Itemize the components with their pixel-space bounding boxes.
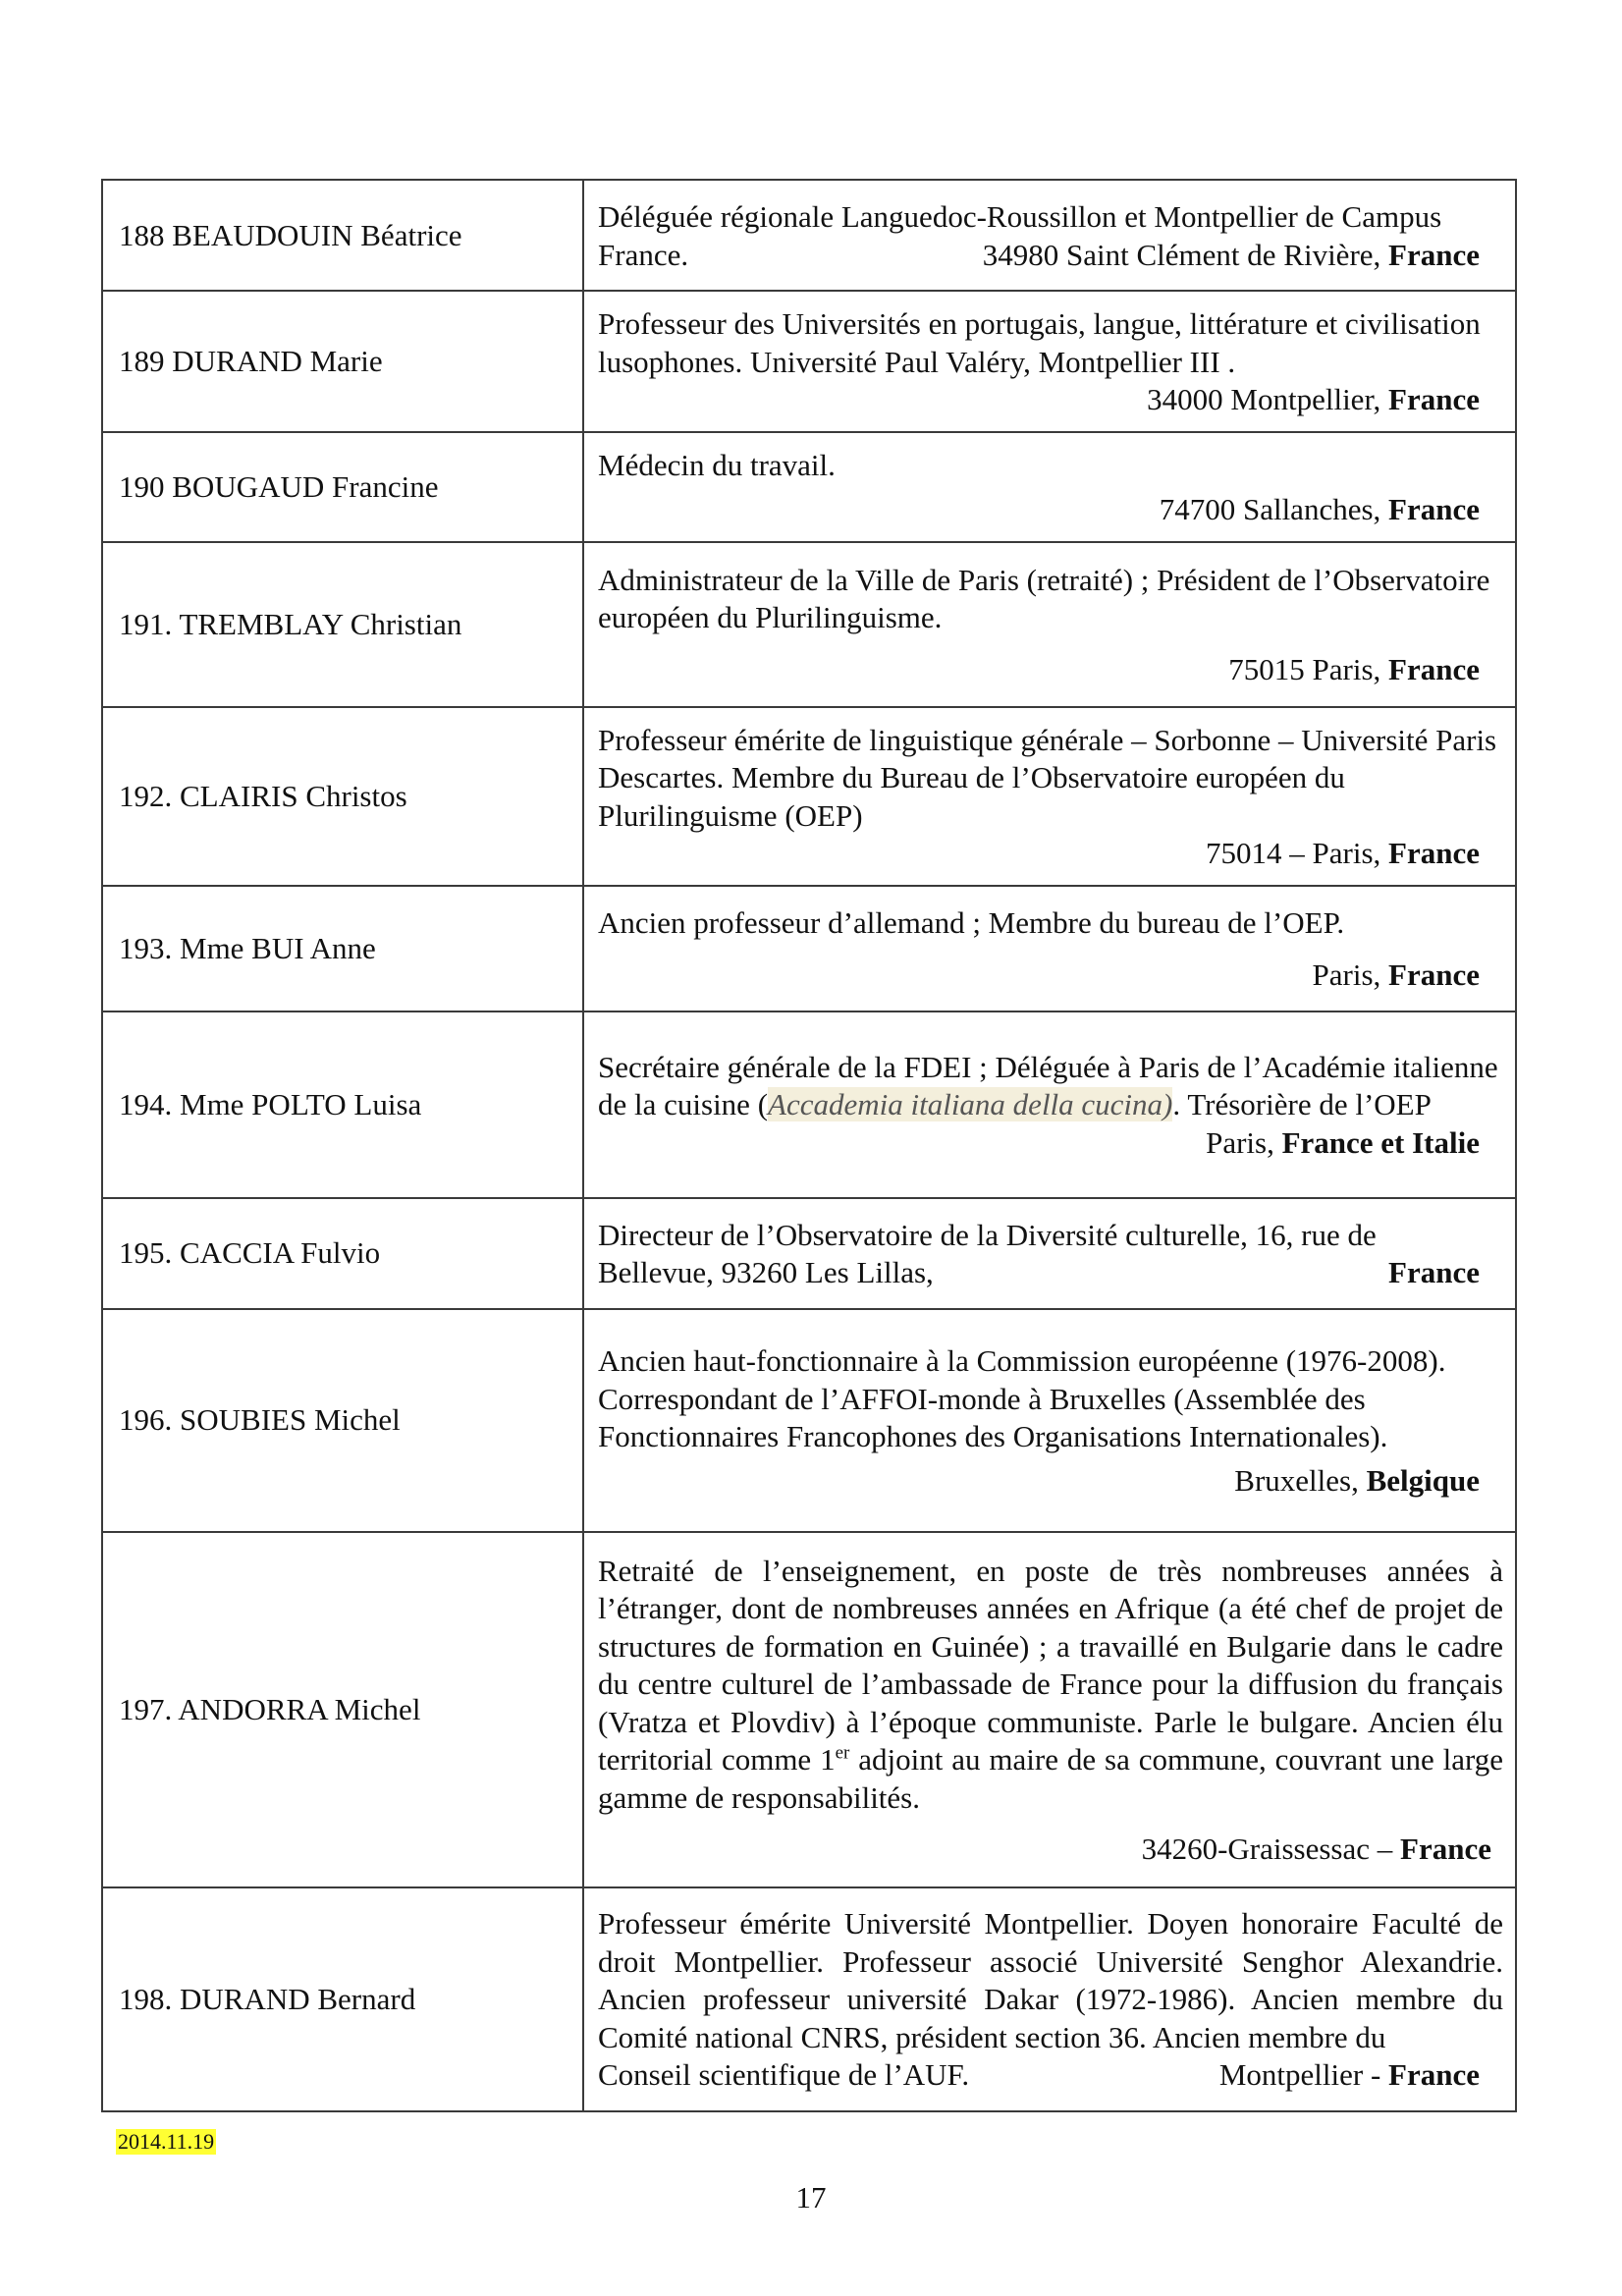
location-place: 34000 Montpellier,: [1147, 382, 1389, 416]
table-row: [102, 707, 1516, 886]
table-row: [102, 1198, 1516, 1309]
location-place: 34980 Saint Clément de Rivière,: [982, 237, 1389, 272]
member-name: 195. CACCIA Fulvio: [102, 1198, 583, 1309]
member-name: 197. ANDORRA Michel: [102, 1532, 583, 1887]
description-tail: Bellevue, 93260 Les Lillas,: [598, 1255, 934, 1289]
member-name: 192. CLAIRIS Christos: [102, 707, 583, 886]
location-country: France: [1388, 957, 1480, 992]
location: [598, 957, 1503, 995]
members-table: [101, 179, 1517, 2112]
description-text: Administrateur de la Ville de Paris (retraité) ; Président de l’Observatoire européen du Plurilinguisme.: [598, 562, 1490, 635]
location: [598, 1124, 1503, 1163]
description-text: Professeur émérite Université Montpellier. Doyen honoraire Faculté de droit Montpellier. Professeur associé Université Senghor Alexandrie. Ancien professeur université Dakar (1972-1986). Ancien membre du Comité national CNRS, président section 36. Ancien membre du: [598, 1906, 1503, 2054]
description-text: Ancien haut-fonctionnaire à la Commission européenne (1976-2008). Correspondant de l’AFFOI-monde à Bruxelles (Assemblée des Fonctionnaires Francophones des Organisations Internationales).: [598, 1343, 1446, 1453]
member-description: [583, 707, 1516, 886]
member-name: 193. Mme BUI Anne: [102, 886, 583, 1011]
table-row: [102, 291, 1516, 432]
description-text: Ancien professeur d’allemand ; Membre du bureau de l’OEP.: [598, 905, 1345, 940]
location-country: France: [1388, 237, 1480, 272]
member-description: [583, 1887, 1516, 2111]
member-description: [583, 1309, 1516, 1532]
description-text: Médecin du travail.: [598, 448, 836, 482]
member-description: [583, 886, 1516, 1011]
table-row: [102, 1011, 1516, 1198]
member-description: [583, 1011, 1516, 1198]
table-row: [102, 886, 1516, 1011]
highlighted-italic-text: Accademia italiana della cucina): [768, 1087, 1173, 1122]
description-text: Professeur émérite de linguistique générale – Sorbonne – Université Paris Descartes. Membre du Bureau de l’Observatoire européen du Plurilinguisme (OEP): [598, 722, 1497, 833]
location-country: France: [1388, 836, 1480, 870]
location-country: France: [1400, 1831, 1491, 1866]
location: [983, 237, 1480, 275]
description-part: Secrétaire générale de la FDEI ; Déléguée à Paris de l’Académie italienne de la cuisine (: [598, 1049, 1498, 1122]
location: [598, 491, 1503, 529]
location: [598, 651, 1503, 689]
location-place: Bruxelles,: [1234, 1462, 1367, 1498]
table-row: [102, 1887, 1516, 2111]
table-row: [102, 1309, 1516, 1532]
location-country: France: [1388, 651, 1480, 686]
member-name: 188 BEAUDOUIN Béatrice: [102, 180, 583, 291]
location-country: Belgique: [1366, 1462, 1480, 1498]
member-name: 189 DURAND Marie: [102, 291, 583, 432]
member-description: [583, 180, 1516, 291]
table-row: [102, 432, 1516, 542]
member-description: [583, 432, 1516, 542]
member-name: 194. Mme POLTO Luisa: [102, 1011, 583, 1198]
description-text: Déléguée régionale Languedoc-Roussillon et Montpellier de Campus: [598, 199, 1442, 234]
roster-sheet: [101, 179, 1517, 2112]
description-tail: France.: [598, 237, 689, 272]
location: [598, 381, 1503, 419]
page-number: 17: [795, 2180, 827, 2214]
date-stamp: 2014.11.19: [118, 2129, 215, 2154]
table-row: [102, 1532, 1516, 1887]
location-place: 75014 – Paris,: [1206, 836, 1389, 870]
member-description: [583, 1532, 1516, 1887]
member-name: 191. TREMBLAY Christian: [102, 542, 583, 707]
member-description: [583, 542, 1516, 707]
member-name: 198. DURAND Bernard: [102, 1887, 583, 2111]
table-row: [102, 542, 1516, 707]
location-place: Paris,: [1206, 1124, 1282, 1160]
location-line: [598, 1254, 1503, 1292]
description-tail: Conseil scientifique de l’AUF.: [598, 2057, 970, 2093]
member-description: [583, 1198, 1516, 1309]
location-country: France: [1388, 1255, 1480, 1289]
location: [598, 1462, 1503, 1501]
member-name: 190 BOUGAUD Francine: [102, 432, 583, 542]
location: [1388, 1254, 1480, 1292]
location: [598, 1831, 1503, 1869]
description-part: adjoint au maire de sa commune, couvrant une large gamme de responsabilités.: [598, 1742, 1504, 1815]
description-text: Directeur de l’Observatoire de la Diversité culturelle, 16, rue de: [598, 1217, 1377, 1252]
table-row: [102, 180, 1516, 291]
location-country: France et Italie: [1281, 1124, 1480, 1160]
location-line: [598, 237, 1503, 275]
location-line: [598, 2056, 1503, 2095]
location: [598, 835, 1503, 873]
location-place: Paris,: [1312, 957, 1389, 992]
description-part: . Trésorière de l’OEP: [1172, 1087, 1432, 1122]
description-part: Retraité de l’enseignement, en poste de très nombreuses années à l’étranger, dont de nombreuses années en Afrique (a été chef de projet de structures de formation en Guinée) ; a travaillé en Bulgarie dans le cadre du centre culturel de l’ambassade de France pour la diffusion du français (Vratza et Plovdiv) à l’époque communiste. Parle le bulgare. Ancien élu territorial comme 1: [598, 1553, 1503, 1777]
location-country: France: [1388, 491, 1480, 526]
location-place: 74700 Sallanches,: [1159, 491, 1389, 526]
superscript: er: [835, 1742, 850, 1764]
description-text: [598, 1553, 1503, 1818]
location: [1219, 2056, 1480, 2095]
description-text: Professeur des Universités en portugais, langue, littérature et civilisation lusophones. Université Paul Valéry, Montpellier III .: [598, 306, 1481, 379]
description-text: [598, 1049, 1503, 1124]
location-country: France: [1388, 2057, 1480, 2093]
member-name: 196. SOUBIES Michel: [102, 1309, 583, 1532]
location-country: France: [1388, 382, 1480, 416]
location-place: 34260-Graissessac –: [1141, 1831, 1401, 1866]
location-place: Montpellier -: [1218, 2057, 1389, 2093]
member-description: [583, 291, 1516, 432]
location-place: 75015 Paris,: [1228, 651, 1389, 686]
